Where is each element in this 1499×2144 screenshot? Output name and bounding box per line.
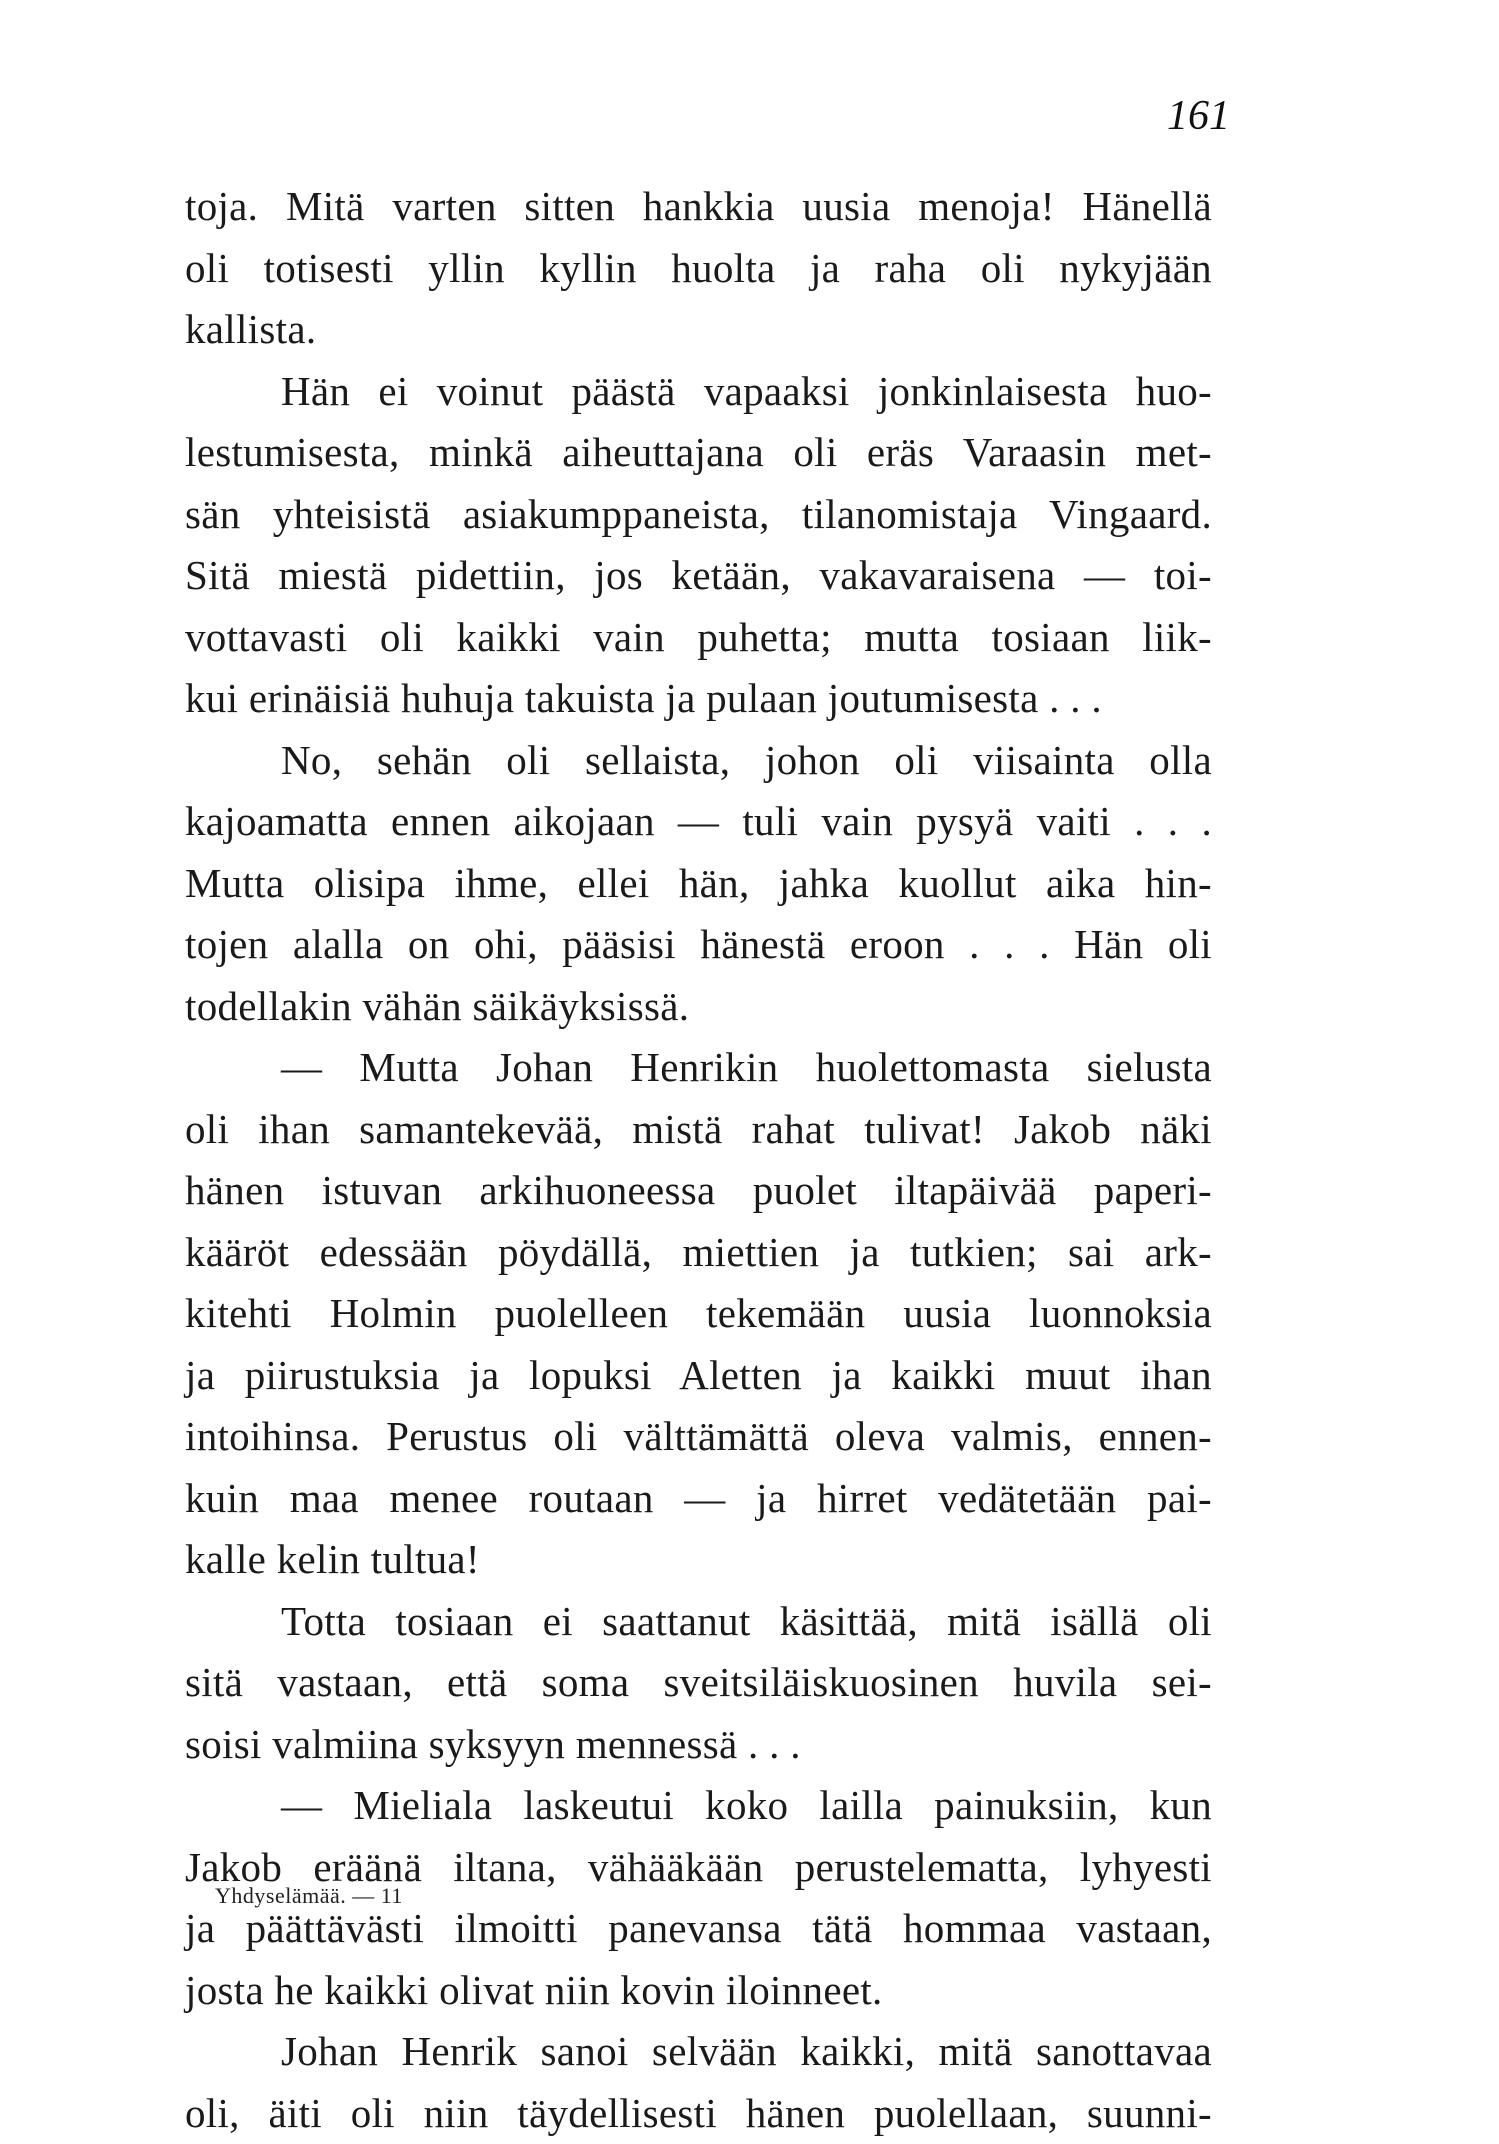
text-line: Johan Henrik sanoi selvään kaikki, mitä sanottavaa [185,2021,1212,2083]
text-line: Jakob eräänä iltana, vähääkään perustelematta, lyhyesti [185,1837,1212,1899]
text-line: ja päättävästi ilmoitti panevansa tätä hommaa vastaan, [185,1898,1212,1960]
text-line: — Mieliala laskeutui koko lailla painuksiin, kun [185,1775,1212,1837]
text-line: lestumisesta, minkä aiheuttajana oli eräs Varaasin met- [185,422,1212,484]
text-line: kääröt edessään pöydällä, miettien ja tutkien; sai ark- [185,1222,1212,1284]
text-line: todellakin vähän säikäyksissä. [185,976,1212,1038]
text-line: kitehti Holmin puolelleen tekemään uusia luonnoksia [185,1283,1212,1345]
signature-mark: Yhdyselämää. — 11 [215,1883,403,1909]
text-line: sitä vastaan, että soma sveitsiläiskuosinen huvila sei- [185,1652,1212,1714]
text-line: vottavasti oli kaikki vain puhetta; mutta tosiaan liik- [185,607,1212,669]
text-line: sän yhteisistä asiakumppaneista, tilanomistaja Vingaard. [185,484,1212,546]
body-text [185,176,1212,2144]
text-line: Mutta olisipa ihme, ellei hän, jahka kuollut aika hin- [185,853,1212,915]
text-line: oli totisesti yllin kyllin huolta ja raha oli nykyjään [185,238,1212,300]
text-line: Sitä miestä pidettiin, jos ketään, vakavaraisena — toi- [185,545,1212,607]
text-line: No, sehän oli sellaista, johon oli viisainta olla [185,730,1212,792]
text-line: tojen alalla on ohi, pääsisi hänestä eroon . . . Hän oli [185,914,1212,976]
text-line: Totta tosiaan ei saattanut käsittää, mitä isällä oli [185,1591,1212,1653]
text-line: ja piirustuksia ja lopuksi Aletten ja kaikki muut ihan [185,1345,1212,1407]
text-line: kuin maa menee routaan — ja hirret vedätetään pai- [185,1468,1212,1530]
text-line: soisi valmiina syksyyn mennessä . . . [185,1714,1212,1776]
text-line: oli, äiti oli niin täydellisesti hänen puolellaan, suunni- [185,2083,1212,2144]
text-line: intoihinsa. Perustus oli välttämättä oleva valmis, ennen- [185,1406,1212,1468]
text-line: kallista. [185,299,1212,361]
text-line: toja. Mitä varten sitten hankkia uusia menoja! Hänellä [185,176,1212,238]
text-line: kajoamatta ennen aikojaan — tuli vain pysyä vaiti . . . [185,791,1212,853]
text-line: oli ihan samantekevää, mistä rahat tulivat! Jakob näki [185,1099,1212,1161]
text-line: — Mutta Johan Henrikin huolettomasta sielusta [185,1037,1212,1099]
text-line: kalle kelin tultua! [185,1529,1212,1591]
text-line: kui erinäisiä huhuja takuista ja pulaan joutumisesta . . . [185,668,1212,730]
text-line: josta he kaikki olivat niin kovin iloinneet. [185,1960,1212,2022]
text-line: Hän ei voinut päästä vapaaksi jonkinlaisesta huo- [185,361,1212,423]
text-line: hänen istuvan arkihuoneessa puolet iltapäivää paperi- [185,1160,1212,1222]
page-number: 161 [1150,92,1230,140]
